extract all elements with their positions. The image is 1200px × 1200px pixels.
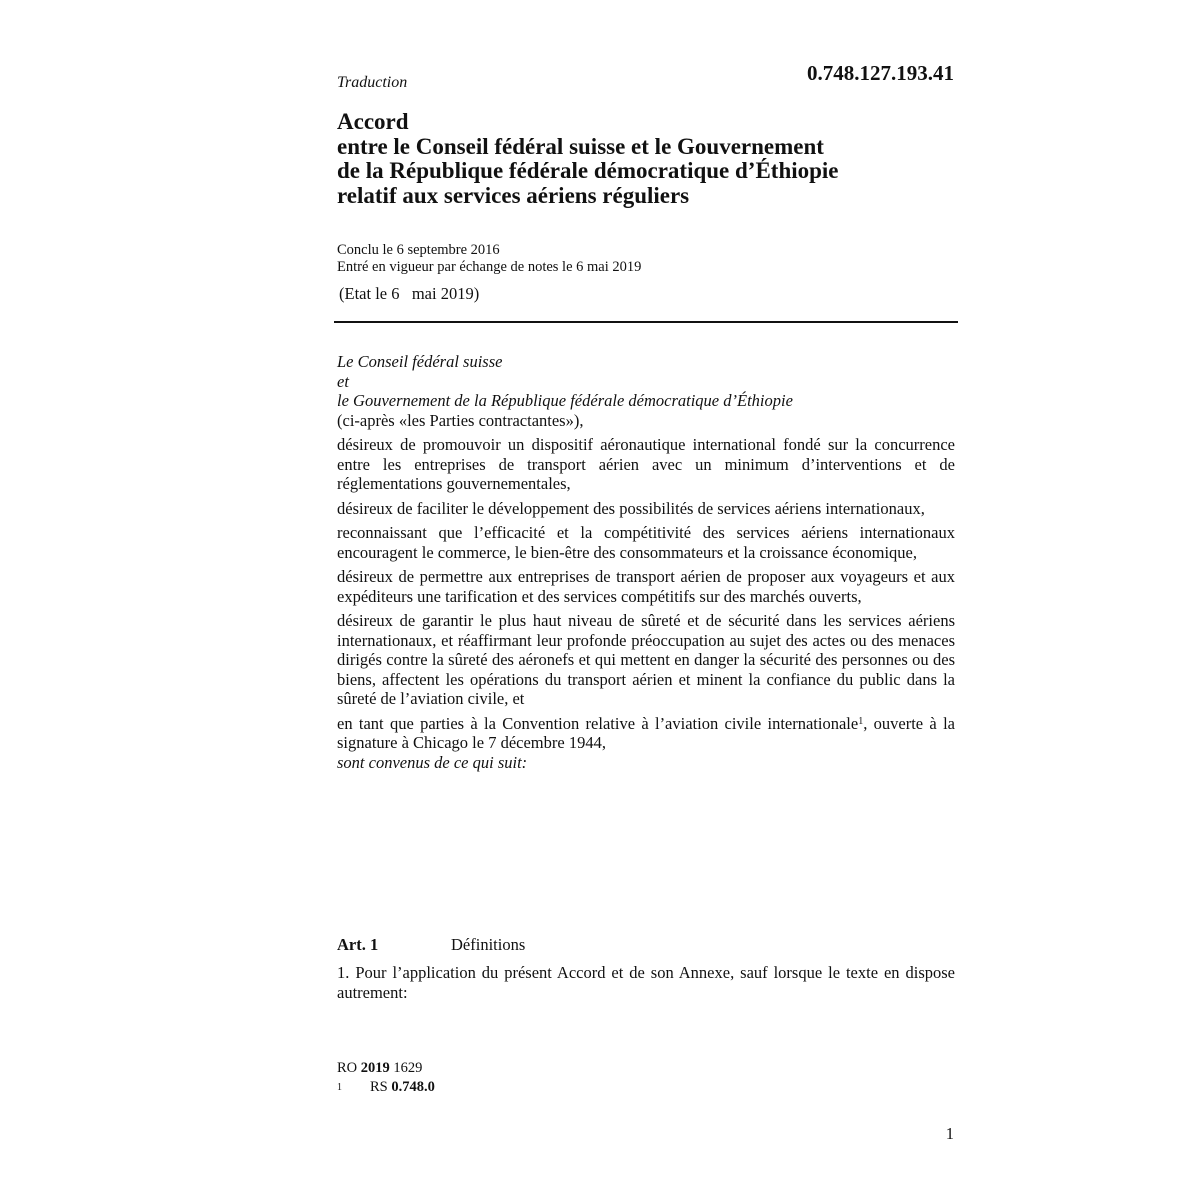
document-meta: [337, 242, 641, 276]
document-number: 0.748.127.193.41: [807, 61, 954, 85]
page-number: 1: [945, 1124, 954, 1143]
article-number: Art. 1: [337, 935, 379, 954]
hereafter-note: (ci-après «les Parties contractantes»),: [337, 410, 584, 430]
preamble: [337, 352, 955, 772]
preamble-paragraph: désireux de garantir le plus haut niveau de sûreté et de sécurité dans les services aériens internationaux, et réaffirmant leur profonde préoccupation au sujet des actes ou des menaces dirigés contre la sûreté des aéronefs et qui mettent en danger la sécurité des personnes ou des biens, affectent les opérations du transport aérien et minent la confiance du public dans la sûreté de l’aviation civile, et: [337, 611, 955, 708]
footnote-1: [337, 1078, 435, 1097]
article-heading: [337, 935, 525, 955]
preamble-paragraph: désireux de promouvoir un dispositif aéronautique international fondé sur la concurrence entre les entreprises de transport aérien avec un minimum d’interventions et de réglementations gouvernementales,: [337, 435, 955, 493]
conjunction: et: [337, 371, 349, 391]
convention-text-end: , ouverte à la signature à Chicago le 7 décembre 1944,: [337, 713, 955, 752]
title-line: Accord: [337, 109, 409, 134]
party-one: Le Conseil fédéral suisse: [337, 352, 503, 371]
article-title: Définitions: [451, 935, 526, 954]
translation-label: Traduction: [337, 74, 408, 91]
title-line: relatif aux services aériens réguliers: [337, 182, 690, 208]
title-line: de la République fédérale démocratique d’Éthiopie: [337, 158, 839, 183]
closing-formula: sont convenus de ce qui suit:: [337, 752, 528, 772]
state-date: (Etat le 6 mai 2019): [339, 284, 480, 303]
preamble-paragraph: désireux de permettre aux entreprises de transport aérien de proposer aux voyageurs et aux expéditeurs une tarification et des services compétitifs sur des marchés ouverts,: [337, 567, 955, 606]
preamble-paragraph: reconnaissant que l’efficacité et la compétitivité des services aériens internationaux encouragent le commerce, le bien-être des consommateurs et la croissance économique,: [337, 523, 955, 562]
ro-year: 2019: [360, 1060, 390, 1076]
ro-prefix: RO: [337, 1060, 358, 1076]
footnotes: [337, 1059, 435, 1097]
preamble-paragraph: désireux de faciliter le développement des possibilités de services aériens internationaux,: [337, 498, 925, 518]
title-line: entre le Conseil fédéral suisse et le Gouvernement: [337, 133, 824, 159]
header-divider: [334, 321, 958, 323]
party-two: le Gouvernement de la République fédérale démocratique d’Éthiopie: [337, 391, 793, 410]
concluded-date: Conclu le 6 septembre 2016: [337, 242, 500, 258]
footnote-reference[interactable]: 1: [858, 715, 864, 727]
rs-prefix: RS: [370, 1079, 388, 1095]
entry-into-force: Entré en vigueur par échange de notes le 6 mai 2019: [337, 259, 642, 275]
ro-reference: [337, 1059, 435, 1078]
preamble-paragraph: [337, 714, 955, 753]
article-text: 1. Pour l’application du présent Accord et de son Annexe, sauf lorsque le texte en dispose autrement:: [337, 963, 955, 1002]
rs-number: 0.748.0: [391, 1079, 435, 1095]
ro-page: 1629: [393, 1060, 423, 1076]
convention-text: en tant que parties à la Convention relative à l’aviation civile internationale: [337, 713, 859, 733]
footnote-mark: 1: [337, 1082, 342, 1093]
document-title: [337, 110, 839, 208]
